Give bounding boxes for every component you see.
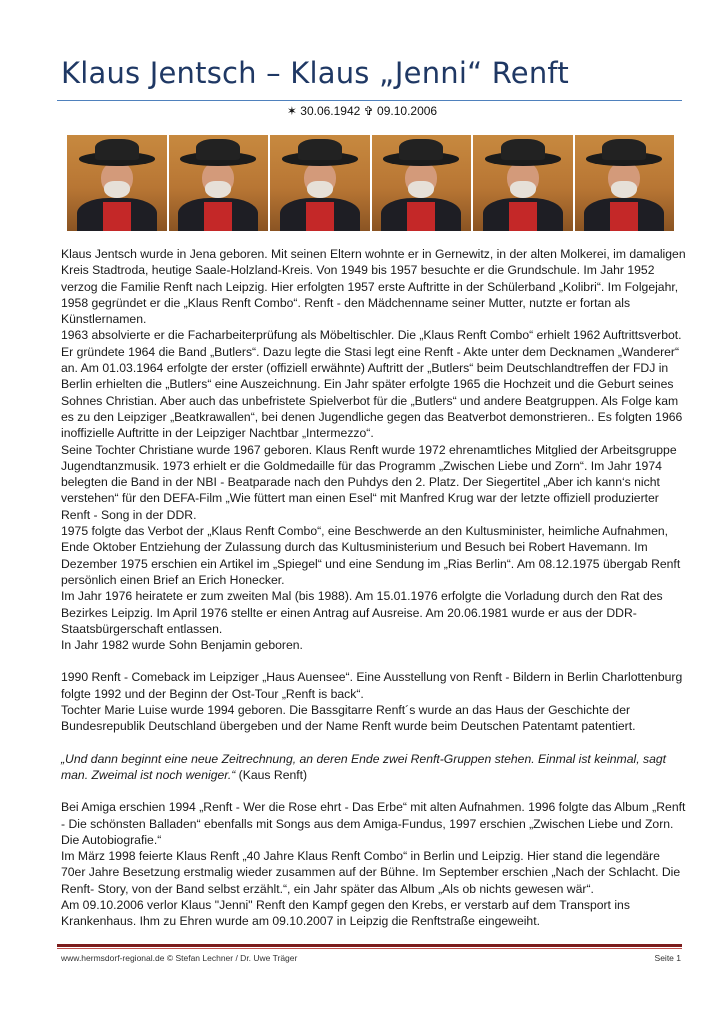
paragraph: Klaus Jentsch wurde in Jena geboren. Mit seinen Eltern wohnte er in Gernewitz, in der alten Molkerei, im damaligen Kreis Stadtroda, heutige Saale-Holzland-Kreis. Von 1949 bis 1957 besuchte er die Grundschule. Im Jahr 1952 verzog die Familie Renft nach Leipzig. Hier erfolgten 1957 erste Auftritte in der Schülerband „Kolibri“. Im Folgejahr, 1958 gegründet er die „Klaus Renft Combo“. Renft - den Mädchenname seiner Mutter, nutzte er fortan als Künstlernamen. [61,247,686,327]
portrait-photo [169,135,269,231]
life-dates: ✶ 30.06.1942 ✞ 09.10.2006 [286,104,438,118]
paragraph: Im März 1998 feierte Klaus Renft „40 Jahre Klaus Renft Combo“ in Berlin und Leipzig. Hier stand die legendäre 70er Jahre Besetzung erstmalig wieder zusammen auf der Bühne. Im September erschien „Nach der Schlacht. Die Renft- Story, von der Band selbst erzählt.“, ein Jahr später das Album „Als ob nichts gewesen wär“. [61,849,681,896]
quote-attribution: (Kaus Renft) [235,767,308,782]
quote [61,751,686,784]
portrait-photo [67,135,167,231]
paragraph: In Jahr 1982 wurde Sohn Benjamin geboren. [61,638,303,653]
photo-strip [67,135,674,231]
portrait-photo [575,135,675,231]
paragraph: 1963 absolvierte er die Facharbeiterprüfung als Möbeltischler. Die „Klaus Renft Combo“ erhielt 1962 Auftrittsverbot. Er gründete 1964 die Band „Butlers“. Dazu legte die Stasi legt eine Renft - Akte unter dem Decknamen „Wanderer“ an. Am 01.03.1964 erfolgte der erster (offiziell erwähnte) Auftritt der „Butlers“ beim Deutschlandtreffen der FDJ in Berlin erhielten die „Butlers“ eine Auszeichnung. Ein Jahr später erfolgte 1965 die Hochzeit und die Geburt seines Sohnes Christian. Aber auch das unbefristete Spielverbot für die „Butlers“ und andere Beatgruppen. Als Folge kam es zu den Leipziger „Beatkrawallen“, bei denen Jugendliche gegen das Beatverbot demonstrieren.. Es folgten 1966 inoffizielle Auftritte in der Leipziger Nachtbar „Intermezzo“. [61,328,683,441]
biography-text [61,246,686,930]
page-title: Klaus Jentsch – Klaus „Jenni“ Renft [61,56,569,90]
portrait-photo [372,135,472,231]
footer-credits: www.hermsdorf-regional.de © Stefan Lechner / Dr. Uwe Träger [61,953,298,963]
paragraph: Bei Amiga erschien 1994 „Renft - Wer die Rose ehrt - Das Erbe“ mit alten Aufnahmen. 1996 folgte das Album „Renft - Die schönsten Balladen“ ebenfalls mit Songs aus dem Amiga-Fundus, 1997 erschien „Zwischen Liebe und Zorn. Die Autobiografie.“ [61,800,686,847]
paragraph: 1975 folgte das Verbot der „Klaus Renft Combo“, eine Beschwerde an den Kultusminister, heimliche Aufnahmen, Ende Oktober Entziehung der Zulassung durch das Kultusministerium und Besuch bei Robert Havemann. Im Dezember 1975 erschien ein Artikel im „Spiegel“ und eine Sendung im „Rias Berlin“. Am 08.12.1975 übergab Renft persönlich einen Brief an Erich Honecker. [61,524,681,587]
portrait-photo [473,135,573,231]
paragraph: Im Jahr 1976 heiratete er zum zweiten Mal (bis 1988). Am 15.01.1976 erfolgte die Vorladung durch den Rat des Bezirkes Leipzig. Im April 1976 stellte er einen Antrag auf Ausreise. Am 20.06.1981 wurde er aus der DDR-Staatsbürgerschaft entlassen. [61,589,663,636]
paragraph: Am 09.10.2006 verlor Klaus "Jenni" Renft den Kampf gegen den Krebs, er verstarb auf dem Transport ins Krankenhaus. Ihm zu Ehren wurde am 09.10.2007 in Leipzig die Renftstraße eingeweiht. [61,897,630,929]
paragraph: Tochter Marie Luise wurde 1994 geboren. Die Bassgitarre Renft´s wurde an das Haus der Geschichte der Bundesrepublik Deutschland übergeben und der Name Renft wurde beim Deutschen Patentamt patentiert. [61,703,636,734]
quote-text: „Und dann beginnt eine neue Zeitrechnung, an deren Ende zwei Renft-Gruppen stehen. Einmal ist keinmal, sagt man. Zweimal ist noch weniger.“ [61,751,667,782]
paragraph: Seine Tochter Christiane wurde 1967 geboren. Klaus Renft wurde 1972 ehrenamtliches Mitglied der Arbeitsgruppe Jugendtanzmusik. 1973 erhielt er die Goldmedaille für das Programm „Zwischen Liebe und Zorn“. Im Jahr 1974 belegten die Band in der NBI - Beatparade nach den Puhdys den 2. Platz. Der Siegertitel „Aber ich kann‘s nicht verstehen“ für den DEFA-Film „Wie füttert man einen Esel“ mit Manfred Krug war der letzte offiziell produzierter Renft - Song in der DDR. [61,442,677,522]
footer-divider-accent [57,948,682,949]
title-divider [57,100,682,101]
portrait-photo [270,135,370,231]
footer-divider [57,944,682,947]
paragraph: 1990 Renft - Comeback im Leipziger „Haus Auensee“. Eine Ausstellung von Renft - Bildern in Berlin Charlottenburg folgte 1992 und der Beginn der Ost-Tour „Renft is back“. [61,670,683,701]
page-number: Seite 1 [654,953,681,963]
